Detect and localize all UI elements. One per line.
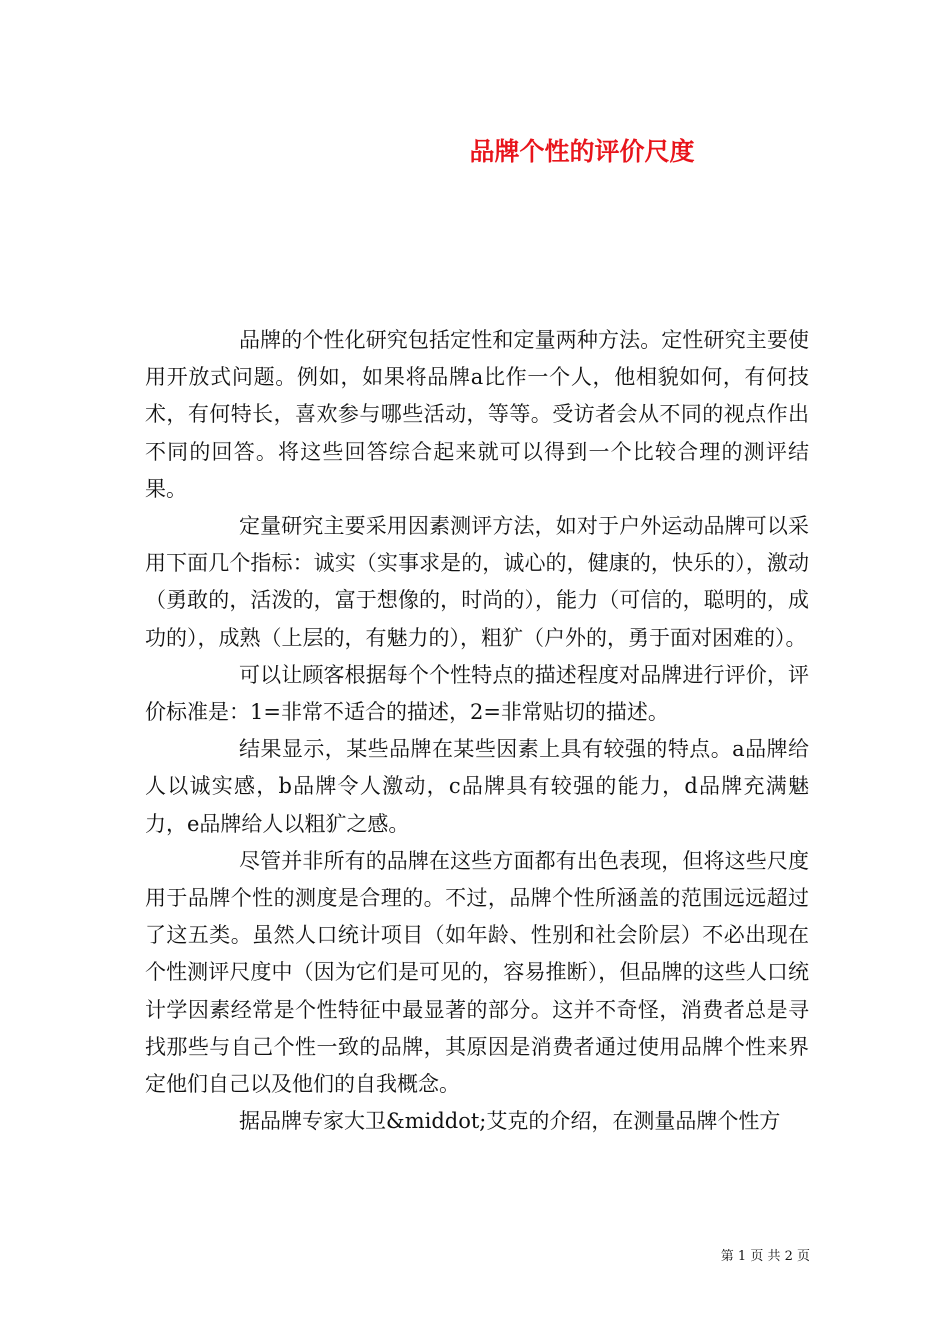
paragraph: 结果显示，某些品牌在某些因素上具有较强的特点。a品牌给人以诚实感，b品牌令人激动，c品牌具有较强的能力，d品牌充满魅力，e品牌给人以粗犷之感。 [145, 737, 809, 836]
page-footer: 第 1 页 共 2 页 [720, 1249, 810, 1264]
paragraph: 据品牌专家大卫&middot;艾克的介绍，在测量品牌个性方 [239, 1109, 781, 1134]
page-title: 品牌个性的评价尺度 [469, 137, 695, 166]
paragraph: 定量研究主要采用因素测评方法，如对于户外运动品牌可以采用下面几个指标：诚实（实事求是的，诚心的，健康的，快乐的），激动（勇敢的，活泼的，富于想像的，时尚的），能力（可信的，聪明的，成功的），成熟（上层的，有魅力的），粗犷（户外的，勇于面对困难的）。 [145, 514, 809, 650]
paragraph: 尽管并非所有的品牌在这些方面都有出色表现，但将这些尺度用于品牌个性的测度是合理的。不过，品牌个性所涵盖的范围远远超过了这五类。虽然人口统计项目（如年龄、性别和社会阶层）不必出现在个性测评尺度中（因为它们是可见的，容易推断），但品牌的这些人口统计学因素经常是个性特征中最显著的部分。这并不奇怪，消费者总是寻找那些与自己个性一致的品牌，其原因是消费者通过使用品牌个性来界定他们自己以及他们的自我概念。 [145, 848, 809, 1097]
document-body [145, 322, 809, 1140]
paragraph: 可以让顾客根据每个个性特点的描述程度对品牌进行评价，评价标准是：1=非常不适合的描述，2=非常贴切的描述。 [145, 662, 809, 725]
paragraph: 品牌的个性化研究包括定性和定量两种方法。定性研究主要使用开放式问题。例如，如果将品牌a比作一个人，他相貌如何，有何技术，有何特长，喜欢参与哪些活动，等等。受访者会从不同的视点作出不同的回答。将这些回答综合起来就可以得到一个比较合理的测评结果。 [145, 328, 809, 501]
